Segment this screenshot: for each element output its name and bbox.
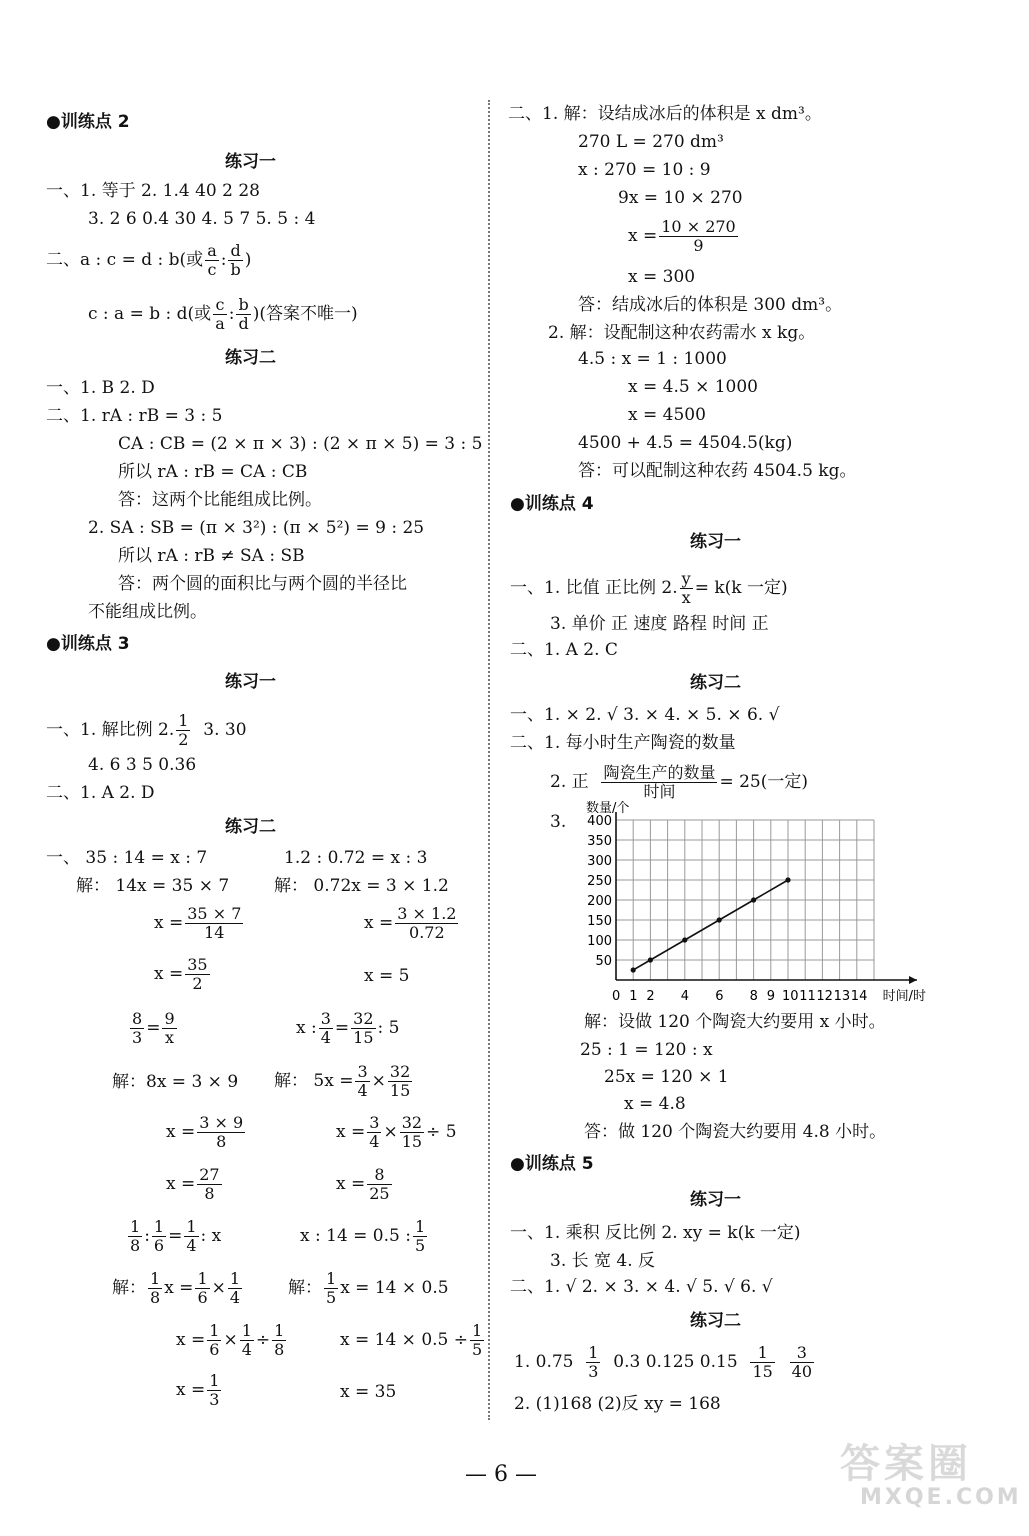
- answer-line: x : 270 = 10 : 9: [578, 160, 711, 180]
- exercise-title: 练习一: [690, 1190, 741, 1210]
- y-tick-label: 350: [587, 834, 612, 849]
- answer-line: 答：结成冰后的体积是 300 dm³。: [578, 295, 843, 315]
- answer-line: 25 : 1 = 120 : x: [580, 1040, 713, 1060]
- answer-line: 二、1. rA : rB = 3 : 5: [46, 406, 223, 426]
- x-tick-label: 4: [680, 989, 690, 1004]
- x-tick-label: 11: [799, 989, 816, 1004]
- solution-step: x = $\frac{1}{6}$ × $\frac{1}{4}$ ÷ $\frac{1}{8}$: [176, 1321, 285, 1359]
- exercise-title: 练习一: [225, 152, 276, 172]
- answer-line: 25x = 120 × 1: [604, 1067, 729, 1087]
- line-chart: [570, 800, 940, 1010]
- page-number: — 6 —: [465, 1462, 537, 1487]
- solution-step: x = 5: [364, 966, 410, 986]
- answer-line: 所以 rA : rB = CA : CB: [118, 462, 308, 482]
- section-heading-4: ●训练点 4: [510, 494, 594, 514]
- watermark-text: 答案圈: [840, 1441, 972, 1487]
- x-tick-label: 10: [782, 989, 799, 1004]
- answer-line: 二、1. A 2. C: [510, 640, 618, 660]
- y-axis-label: 数量/个: [586, 801, 630, 816]
- answer-line: 二、a : c = d : b(或 $\frac{a}{c}$ : $\frac{d}{b}$ ): [46, 241, 252, 279]
- data-point: [631, 967, 636, 972]
- answer-line: 2. 解：设配制这种农药需水 x kg。: [548, 323, 816, 343]
- answer-line: 二、1. 解：设结成冰后的体积是 x dm³。: [508, 104, 822, 124]
- section-heading-3: ●训练点 3: [46, 634, 130, 654]
- solution-step: x = 14 × 0.5 ÷ $\frac{1}{5}$: [340, 1321, 483, 1359]
- x-tick-label: 9: [766, 989, 776, 1004]
- x-tick-label: 12: [816, 989, 833, 1004]
- answer-line: c : a = b : d(或 $\frac{c}{a}$ : $\frac{b}{d}$ )(答案不唯一): [88, 295, 358, 333]
- x-tick-label: 6: [715, 989, 724, 1004]
- answer-line: x = 4500: [628, 405, 706, 425]
- exercise-title: 练习二: [690, 673, 741, 693]
- answer-line: 一、1. 解比例 2. $\frac{1}{2}$ 3. 30: [46, 711, 247, 749]
- answer-line: 2. (1)168 (2)反 xy = 168: [514, 1394, 721, 1414]
- proportion-problem: $\frac{8}{3}$ = $\frac{9}{x}$: [132, 1009, 175, 1047]
- x-tick-label: 0: [612, 989, 621, 1004]
- answer-line: 3. 2 6 0.4 30 4. 5 7 5. 5 : 4: [88, 209, 316, 229]
- exercise-title: 练习一: [225, 672, 276, 692]
- solution-step: 解：8x = 3 × 9: [112, 1072, 239, 1092]
- x-tick-label: 8: [749, 989, 758, 1004]
- y-tick-label: 100: [587, 934, 612, 949]
- y-tick-label: 400: [587, 814, 612, 829]
- proportion-problem: $\frac{1}{8}$ : $\frac{1}{6}$ = $\frac{1}{4}$ : x: [130, 1217, 222, 1255]
- answer-line: 一、1. B 2. D: [46, 378, 155, 398]
- answer-line: 一、1. × 2. √ 3. × 4. × 5. × 6. √: [510, 705, 780, 725]
- solution-step: x = $\frac{35}{2}$: [154, 955, 208, 993]
- answer-line: 答：两个圆的面积比与两个圆的半径比: [118, 574, 407, 594]
- exercise-title: 练习一: [690, 532, 741, 552]
- column-separator: [488, 100, 490, 1420]
- answer-line: 解：设做 120 个陶瓷大约要用 x 小时。: [584, 1012, 886, 1032]
- y-tick-label: 250: [587, 874, 612, 889]
- answer-line: x = 4.8: [624, 1094, 686, 1114]
- x-tick-label: 1: [629, 989, 638, 1004]
- answer-line: 答：这两个比能组成比例。: [118, 490, 322, 510]
- answer-line: 2. 正 陶瓷生产的数量 时间 = 25(一定): [550, 763, 808, 801]
- answer-line: 3. 单价 正 速度 路程 时间 正: [550, 614, 769, 634]
- y-tick-label: 50: [595, 954, 612, 969]
- proportion-problem: 一、 35 : 14 = x : 7: [46, 848, 208, 868]
- solution-step: x = 35: [340, 1382, 397, 1402]
- x-axis-label: 时间/时: [882, 989, 926, 1004]
- data-point: [648, 957, 653, 962]
- solution-step: 解： 0.72x = 3 × 1.2: [274, 876, 449, 896]
- data-point: [751, 897, 756, 902]
- answer-line: 4500 + 4.5 = 4504.5(kg): [578, 433, 793, 453]
- x-tick-label: 14: [850, 989, 868, 1004]
- answer-line: 3.: [550, 812, 567, 832]
- answer-line: 答：可以配制这种农药 4504.5 kg。: [578, 461, 857, 481]
- answer-line: x = $\frac{10 \times 270}{9}$: [628, 217, 736, 255]
- data-point: [682, 937, 687, 942]
- answer-line: 一、1. 乘积 反比例 2. xy = k(k 一定): [510, 1223, 801, 1243]
- solution-step: 解： 5x = $\frac{3}{4}$ × $\frac{32}{15}$: [274, 1062, 411, 1100]
- solution-step: x = $\frac{3 \times 9}{8}$: [166, 1113, 244, 1151]
- solution-step: x = $\frac{1}{3}$: [176, 1371, 220, 1409]
- exercise-title: 练习二: [225, 817, 276, 837]
- watermark-url: MXQE.COM: [860, 1485, 1022, 1510]
- section-heading-2: ●训练点 2: [46, 112, 130, 132]
- answer-line: 270 L = 270 dm³: [578, 132, 724, 152]
- solution-step: 解： $\frac{1}{5}$ x = 14 × 0.5: [288, 1269, 449, 1307]
- answer-line: 4.5 : x = 1 : 1000: [578, 349, 727, 369]
- data-point: [785, 877, 790, 882]
- answer-line: 2. SA : SB = (π × 3²) : (π × 5²) = 9 : 25: [88, 518, 425, 538]
- solution-step: x = $\frac{8}{25}$: [336, 1165, 390, 1203]
- x-tick-label: 13: [833, 989, 851, 1004]
- answer-line: 二、1. 每小时生产陶瓷的数量: [510, 733, 736, 753]
- series-line: [633, 880, 788, 970]
- answer-line: 1. 0.75 $\frac{1}{3}$ 0.3 0.125 0.15 $\frac{1}{15}$ $\frac{3}{40}$: [514, 1343, 813, 1381]
- proportion-problem: x : $\frac{3}{4}$ = $\frac{32}{15}$ : 5: [296, 1009, 400, 1047]
- answer-line: 答：做 120 个陶瓷大约要用 4.8 小时。: [584, 1122, 887, 1142]
- answer-line: x = 4.5 × 1000: [628, 377, 758, 397]
- exercise-title: 练习二: [690, 1311, 741, 1331]
- answer-line: 4. 6 3 5 0.36: [88, 755, 197, 775]
- x-axis-arrow: [909, 976, 917, 984]
- answer-line: 一、1. 等于 2. 1.4 40 2 28: [46, 181, 260, 201]
- solution-step: x = $\frac{3 \times 1.2}{0.72}$: [364, 904, 457, 942]
- y-tick-label: 150: [587, 914, 612, 929]
- answer-line: 一、1. 比值 正比例 2. $\frac{y}{x}$ = k(k 一定): [510, 569, 788, 607]
- solution-step: 解： $\frac{1}{8}$ x = $\frac{1}{6}$ × $\frac{1}{4}$: [112, 1269, 241, 1307]
- section-heading-5: ●训练点 5: [510, 1154, 594, 1174]
- solution-step: x = $\frac{3}{4}$ × $\frac{32}{15}$ ÷ 5: [336, 1113, 457, 1151]
- answer-line: 不能组成比例。: [88, 602, 207, 622]
- answer-line: 二、1. A 2. D: [46, 783, 155, 803]
- answer-line: 3. 长 宽 4. 反: [550, 1251, 656, 1271]
- answer-line: x = 300: [628, 267, 696, 287]
- watermark-logo: [840, 1432, 1022, 1510]
- proportion-problem: x : 14 = 0.5 : $\frac{1}{5}$: [300, 1217, 426, 1255]
- answer-line: 9x = 10 × 270: [618, 188, 743, 208]
- answer-line: CA : CB = (2 × π × 3) : (2 × π × 5) = 3 : 5: [118, 434, 483, 454]
- solution-step: x = $\frac{27}{8}$: [166, 1165, 220, 1203]
- proportion-problem: 1.2 : 0.72 = x : 3: [284, 848, 428, 868]
- answer-line: 二、1. √ 2. × 3. × 4. √ 5. √ 6. √: [510, 1277, 773, 1297]
- y-tick-label: 200: [587, 894, 612, 909]
- y-tick-label: 300: [587, 854, 612, 869]
- solution-step: 解： 14x = 35 × 7: [76, 876, 230, 896]
- data-point: [717, 917, 722, 922]
- x-tick-label: 2: [646, 989, 655, 1004]
- solution-step: x = $\frac{35 \times 7}{14}$: [154, 904, 242, 942]
- exercise-title: 练习二: [225, 348, 276, 368]
- answer-line: 所以 rA : rB ≠ SA : SB: [118, 546, 305, 566]
